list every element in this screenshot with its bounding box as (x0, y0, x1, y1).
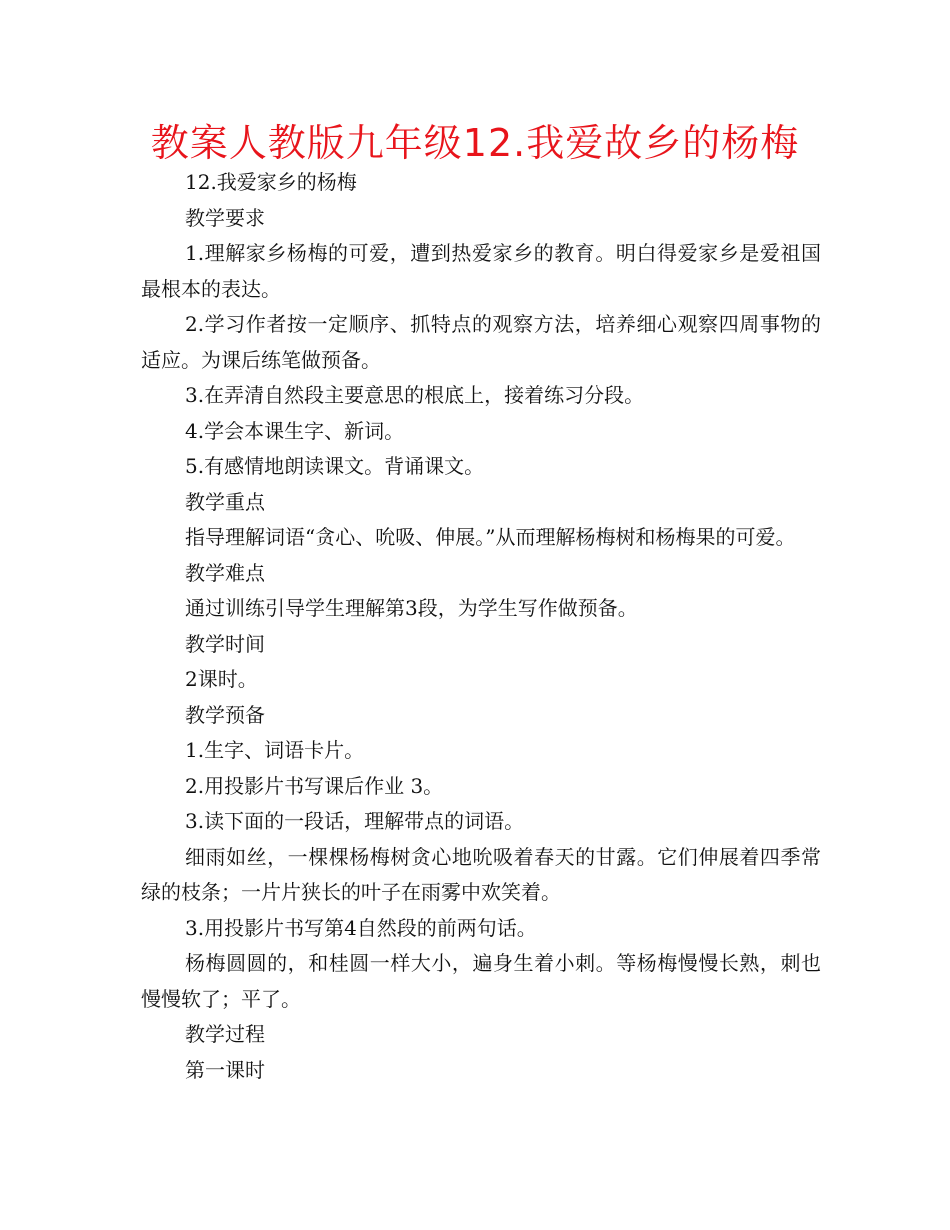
requirement-item-2: 2.学习作者按一定顺序、抓特点的观察方法，培养细心观察四周事物的适应。为课后练笔做预备。 (141, 312, 821, 372)
requirement-item-4: 4.学会本课生字、新词。 (185, 418, 405, 443)
preparation-item-1: 1.生字、词语卡片。 (185, 738, 365, 762)
section-heading-time: 教学时间 (185, 631, 265, 656)
preparation-item-4: 3.用投影片书写第4自然段的前两句话。 (185, 915, 537, 940)
reading-passage-2: 杨梅圆圆的，和桂圆一样大小，遍身生着小刺。等杨梅慢慢长熟，刺也慢慢软了；平了。 (141, 951, 821, 1011)
reading-passage-1: 细雨如丝，一棵棵杨梅树贪心地吮吸着春天的甘露。它们伸展着四季常绿的枝条；一片片狭长的叶子在雨雾中欢笑着。 (141, 844, 821, 904)
first-lesson-heading: 第一课时 (185, 1057, 265, 1082)
requirement-item-3: 3.在弄清自然段主要意思的根底上，接着练习分段。 (185, 383, 645, 407)
time-text: 2课时。 (185, 667, 258, 691)
requirement-item-1: 1.理解家乡杨梅的可爱，遭到热爱家乡的教育。明白得爱家乡是爱祖国最根本的表达。 (141, 241, 821, 301)
preparation-item-3: 3.读下面的一段话，理解带点的词语。 (185, 809, 525, 833)
lesson-heading: 12.我爱家乡的杨梅 (185, 170, 357, 194)
section-heading-requirements: 教学要求 (185, 205, 265, 230)
difficulties-text: 通过训练引导学生理解第3段，为学生写作做预备。 (185, 596, 638, 620)
requirement-item-5: 5.有感情地朗读课文。背诵课文。 (185, 454, 485, 478)
section-heading-preparation: 教学预备 (185, 702, 265, 727)
section-heading-key-points: 教学重点 (185, 489, 265, 514)
section-heading-process: 教学过程 (185, 1022, 265, 1046)
key-points-text: 指导理解词语“贪心、吮吸、伸展。”从而理解杨梅树和杨梅果的可爱。 (185, 525, 796, 549)
preparation-item-2: 2.用投影片书写课后作业 3。 (185, 773, 444, 798)
document-title: 教案人教版九年级12.我爱故乡的杨梅 (150, 121, 800, 165)
document-body (141, 165, 821, 1088)
section-heading-difficulties: 教学难点 (185, 560, 265, 585)
